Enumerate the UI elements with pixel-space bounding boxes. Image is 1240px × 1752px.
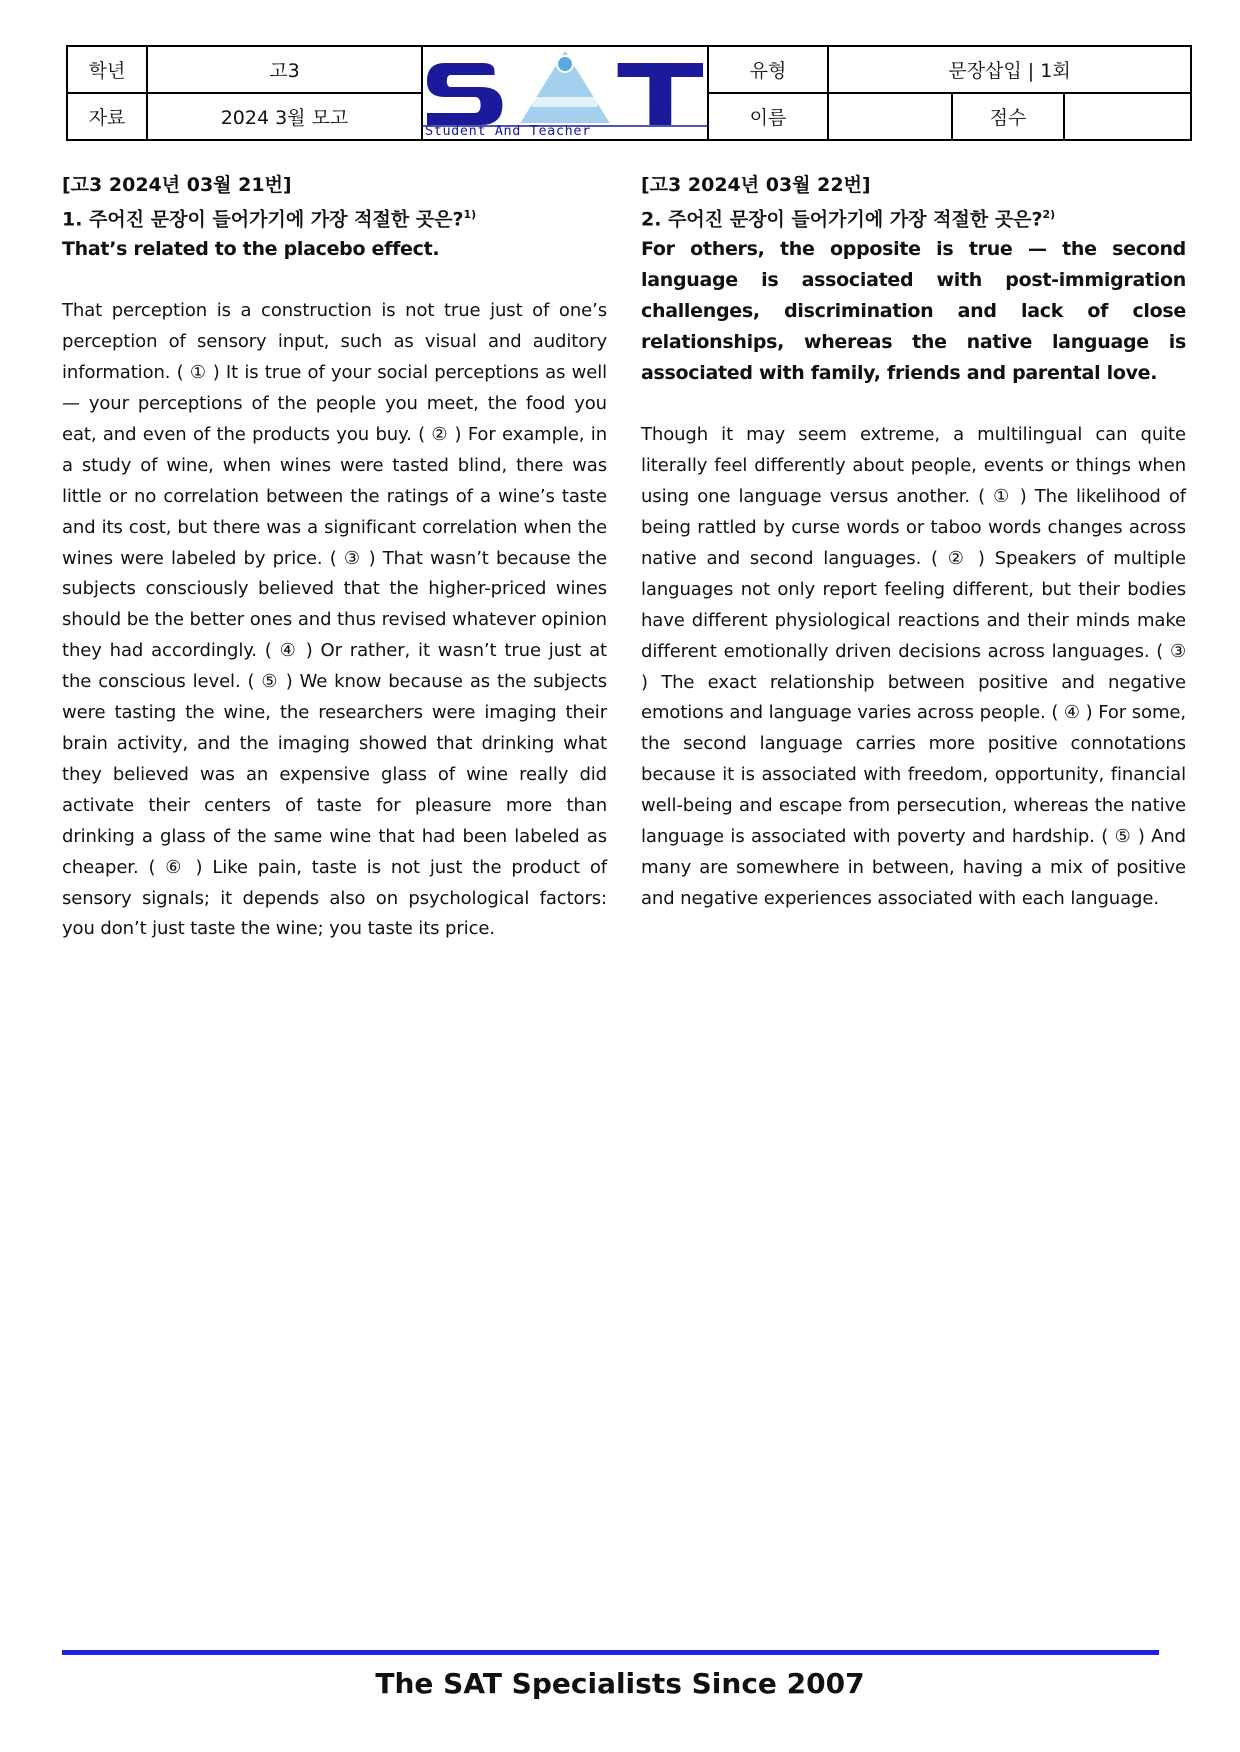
material-label: 자료 [67, 93, 147, 140]
score-field[interactable] [1064, 93, 1191, 140]
question-1-source: [고3 2024년 03월 21번] [62, 174, 292, 196]
footer-divider [62, 1650, 1159, 1655]
logo-subtitle: Student And Teacher [425, 123, 591, 139]
question-1-given-sentence: That’s related to the placebo effect. [62, 238, 440, 261]
question-2-passage: Though it may seem extreme, a multilingual can quite literally feel differently about people, events or things when using one language versus another. ( ① ) The likelihood of being rattled by curse words or taboo words changes across native and second languages. ( ② ) Speakers of multiple languages not only report feeling different, but their bodies have different physiological reactions and their minds make different emotionally driven decisions across languages. ( ③ ) The exact relationship between positive and negative emotions and language varies across people. ( ④ ) For some, the second language carries more positive connotations because it is associated with freedom, opportunity, financial well-being and escape from persecution, whereas the native language is associated with poverty and hardship. ( ⑤ ) And many are somewhere in between, having a mix of positive and negative experiences associated with each language. [641, 424, 1186, 909]
type-value: 문장삽입 | 1회 [828, 46, 1191, 93]
question-2-title-text: 2. 주어진 문장이 들어가기에 가장 적절한 곳은? [641, 208, 1043, 231]
footer-slogan: The SAT Specialists Since 2007 [375, 1667, 865, 1700]
question-1 [62, 170, 607, 945]
question-2-source: [고3 2024년 03월 22번] [641, 174, 871, 196]
header-table [66, 45, 1192, 141]
type-label: 유형 [708, 46, 828, 93]
question-1-title [62, 200, 607, 234]
question-2 [641, 170, 1186, 915]
score-label: 점수 [952, 93, 1064, 140]
question-1-passage: That perception is a construction is not true just of one’s perception of sensory input, such as visual and auditory information. ( ① ) It is true of your social perceptions as well — your perceptions of the people you meet, the food you eat, and even of the products you buy. ( ② ) For example, in a study of wine, when wines were tasted blind, there was little or no correlation between the ratings of a wine’s taste and its cost, but there was a significant correlation when the wines were labeled by price. ( ③ ) That wasn’t because the subjects consciously believed that the higher-priced wines should be the better ones and thus revised whatever opinion they had accordingly. ( ④ ) Or rather, it wasn’t true just at the conscious level. ( ⑤ ) We know because as the subjects were tasting the wine, the researchers were imaging their brain activity, and the imaging showed that drinking what they believed was an expensive glass of wine really did activate their centers of taste for pleasure more than drinking a glass of the same wine that had been labeled as cheaper. ( ⑥ ) Like pain, taste is not just the product of sensory signals; it depends also on psychological factors: you don’t just taste the wine; you taste its price. [62, 300, 607, 940]
name-label: 이름 [708, 93, 828, 140]
question-1-footnote: 1) [463, 208, 477, 221]
grade-value: 고3 [147, 46, 422, 93]
question-2-title [641, 200, 1186, 234]
logo-wordmark [423, 139, 424, 140]
sat-logo [422, 46, 708, 140]
question-1-title-text: 1. 주어진 문장이 들어가기에 가장 적절한 곳은? [62, 208, 464, 231]
question-2-footnote: 2) [1042, 208, 1056, 221]
name-field[interactable] [828, 93, 952, 140]
grade-label: 학년 [67, 46, 147, 93]
question-2-given-sentence: For others, the opposite is true — the second language is associated with post-immigration challenges, discrimination and lack of close relationships, whereas the native language is associated with family, friends and parental love. [641, 238, 1186, 385]
material-value: 2024 3월 모고 [147, 93, 422, 140]
